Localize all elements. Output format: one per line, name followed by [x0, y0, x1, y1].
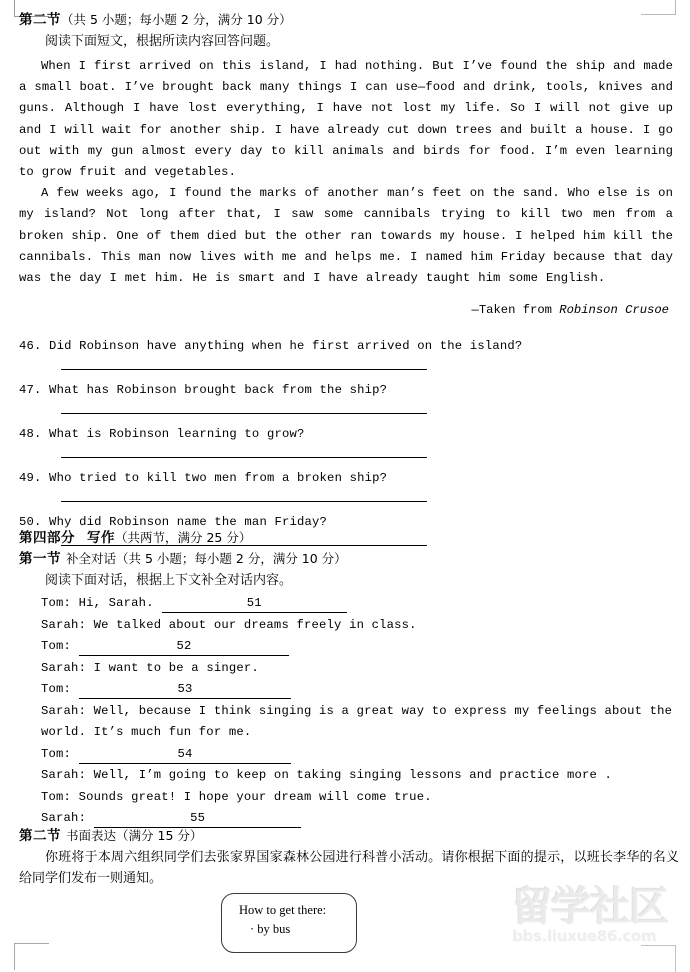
section2-instruction: 阅读下面短文，根据所读内容回答问题。: [45, 34, 280, 49]
passage-paragraph-2: A few weeks ago, I found the marks of another man’s feet on the sand. Who else is on my island? Not long after that, I saw some cannibals trying to kill two men from a broken ship. One of them died but the other ran towards my house. I helped him kill the cannibals. This man now lives with me and helps me. I named him Friday because that day was the day I met him. He is smart and I have already taught him some English.: [19, 186, 673, 286]
part4-heading-score: （共两节，满分 25 分）: [115, 530, 252, 545]
part4-section1-instruction: 阅读下面对话，根据上下文补全对话内容。: [45, 573, 293, 588]
dialogue-speaker: Sarah:: [41, 703, 87, 718]
answer-line-47[interactable]: [61, 413, 427, 414]
answer-line-49[interactable]: [61, 501, 427, 502]
dialogue-line: [41, 744, 673, 766]
dialogue-text: Sounds great! I hope your dream will come true.: [71, 789, 432, 804]
part4-heading-title: 写作: [87, 530, 115, 546]
dialogue-line: [41, 765, 673, 787]
dialogue-blank-53[interactable]: 53: [79, 681, 291, 699]
tip-box-title: How to get there:: [239, 903, 327, 917]
watermark-logo-text: 留学社区: [512, 884, 668, 930]
dialogue-text: We talked about our dreams freely in class.: [86, 617, 417, 632]
attribution-prefix: —Taken from: [471, 303, 560, 318]
site-watermark: [512, 886, 684, 952]
section2-heading-score: （共 5 小题；每小题 2 分，满分 10 分）: [61, 12, 292, 27]
dialogue-blank-54[interactable]: 54: [79, 746, 291, 764]
part4-section2-heading: [19, 826, 679, 847]
watermark-url: bbs.liuxue86.com: [512, 927, 657, 945]
tip-box-item: · by bus: [250, 922, 291, 936]
passage-paragraph-1: When I first arrived on this island, I had nothing. But I’ve found the ship and made a small boat. I’ve brought back many things I can use—food and drink, tools, knives and guns. Although I have lost everything, I have not lost my life. So I will not give up and I will wait for another ship. I have already cut down trees and built a house. I go out with my gun almost every day to kill animals and birds for food. I’m even learning to grow fruit and vegetables.: [19, 59, 673, 180]
part4-section2-label: 第二节: [19, 828, 61, 844]
dialogue-line: [41, 679, 673, 701]
passage-attribution: [19, 300, 673, 321]
dialogue-line: [41, 593, 673, 615]
dialogue-text: Well, I’m going to keep on taking singing lessons and practice more .: [86, 768, 613, 782]
part4-heading: [19, 528, 673, 549]
part4-section2-score: （满分 15 分）: [116, 828, 203, 843]
crop-mark-bottom-right-icon: [641, 945, 676, 972]
dialogue-text: Well, because I think singing is a great way to express my feelings about the world. It’s much fun for me.: [41, 703, 673, 739]
dialogue-line: [41, 658, 673, 680]
question-46: 46. Did Robinson have anything when he first arrived on the island?: [19, 339, 523, 354]
dialogue-text: Hi, Sarah.: [71, 596, 154, 610]
answer-line-46[interactable]: [61, 369, 427, 370]
dialogue-list: [19, 591, 673, 830]
dialogue-speaker: Tom:: [41, 682, 72, 696]
dialogue-speaker: Tom:: [41, 596, 72, 610]
dialogue-blank-52[interactable]: 52: [79, 638, 289, 656]
how-to-get-there-box: [221, 893, 357, 953]
attribution-book-title: Robinson Crusoe: [559, 303, 669, 318]
dialogue-line: [41, 615, 673, 637]
crop-mark-bottom-left-icon: [14, 943, 49, 970]
dialogue-speaker: Sarah:: [41, 660, 87, 675]
part4-section2-title: 书面表达: [66, 828, 117, 843]
question-47: 47. What has Robinson brought back from the ship?: [19, 383, 388, 398]
dialogue-line: [41, 787, 673, 809]
dialogue-blank-55[interactable]: 55: [94, 810, 301, 828]
answer-line-48[interactable]: [61, 457, 427, 458]
section2-heading: [19, 10, 673, 31]
section2-heading-label: 第二节: [19, 12, 61, 28]
part4-section1-title: 补全对话: [66, 551, 117, 566]
part4-heading-label: 第四部分: [19, 530, 75, 546]
dialogue-blank-51[interactable]: 51: [162, 595, 347, 613]
dialogue-speaker: Tom:: [41, 639, 72, 653]
dialogue-text: I want to be a singer.: [86, 660, 259, 675]
part4-section1-score: （共 5 小题；每小题 2 分，满分 10 分）: [116, 551, 347, 566]
dialogue-speaker: Tom:: [41, 789, 72, 804]
dialogue-line: [41, 701, 673, 744]
part4-section1-heading: [19, 549, 673, 570]
question-48: 48. What is Robinson learning to grow?: [19, 427, 305, 442]
part4-section1-label: 第一节: [19, 551, 61, 567]
dialogue-speaker: Sarah:: [41, 617, 87, 632]
question-50: 50. Why did Robinson name the man Friday?: [19, 515, 328, 530]
dialogue-speaker: Sarah:: [41, 768, 87, 782]
writing-prompt: 你班将于本周六组织同学们去张家界国家森林公园进行科普小活动。请你根据下面的提示，以班长李华的名义给同学们发布一则通知。: [19, 850, 679, 886]
dialogue-speaker: Tom:: [41, 746, 72, 761]
dialogue-speaker: Sarah:: [41, 811, 87, 825]
dialogue-line: [41, 636, 673, 658]
question-49: 49. Who tried to kill two men from a broken ship?: [19, 471, 388, 486]
